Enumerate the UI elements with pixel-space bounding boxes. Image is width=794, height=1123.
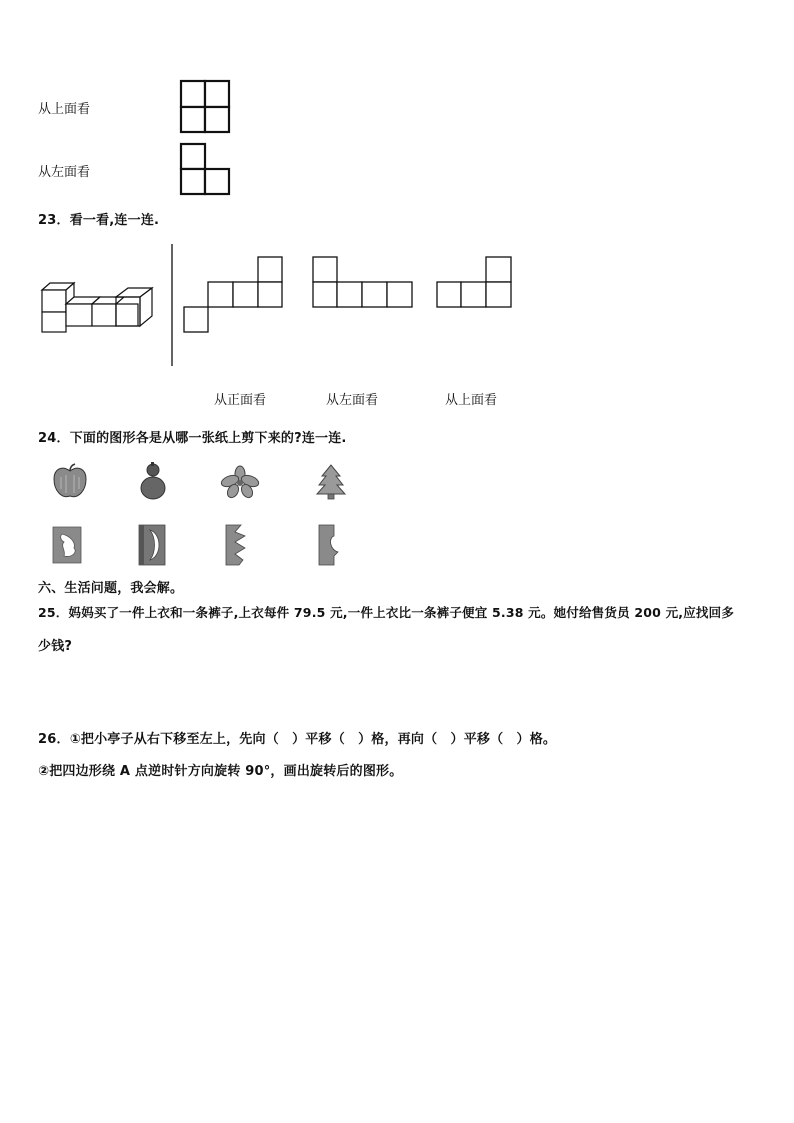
q26-line2: ②把四边形绕 A 点逆时针方向旋转 90°，画出旋转后的图形。	[38, 764, 403, 779]
q23-cube-solid	[40, 282, 155, 334]
q25-line2: 少钱?	[38, 639, 73, 654]
tree-shape-icon	[315, 464, 347, 500]
flower-shape-icon	[220, 466, 260, 498]
q23-label-front: 从正面看	[214, 393, 267, 408]
q23-title: 23．看一看,连一连.	[38, 213, 160, 228]
top-view-grid	[180, 80, 232, 134]
from-left-label: 从左面看	[38, 165, 91, 180]
q24-title: 24．下面的图形各是从哪一张纸上剪下来的?连一连.	[38, 431, 347, 446]
q23-divider	[170, 244, 174, 366]
apple-shape-icon	[52, 463, 88, 501]
q23-view-b	[312, 256, 416, 310]
q23-view-a	[183, 256, 285, 334]
paper-zigzag-cut-icon	[225, 524, 253, 566]
left-view-grid	[180, 143, 232, 197]
gourd-shape-icon	[138, 462, 168, 502]
paper-round-cut-icon	[318, 524, 348, 566]
paper-leaf-cut-icon	[52, 526, 82, 564]
q23-view-c	[436, 256, 516, 310]
q23-label-left: 从左面看	[326, 393, 379, 408]
paper-crescent-cut-icon	[138, 524, 166, 566]
q25-line1: 25．妈妈买了一件上衣和一条裤子,上衣每件 79.5 元,一件上衣比一条裤子便宜 5.38 元。她付给售货员 200 元,应找回多	[38, 605, 735, 620]
q23-label-top: 从上面看	[445, 393, 498, 408]
section6-title: 六、生活问题，我会解。	[38, 581, 184, 596]
from-top-label: 从上面看	[38, 102, 91, 117]
q26-line1: 26．①把小亭子从右下移至左上，先向（ ）平移（ ）格，再向（ ）平移（ ）格。	[38, 732, 557, 747]
